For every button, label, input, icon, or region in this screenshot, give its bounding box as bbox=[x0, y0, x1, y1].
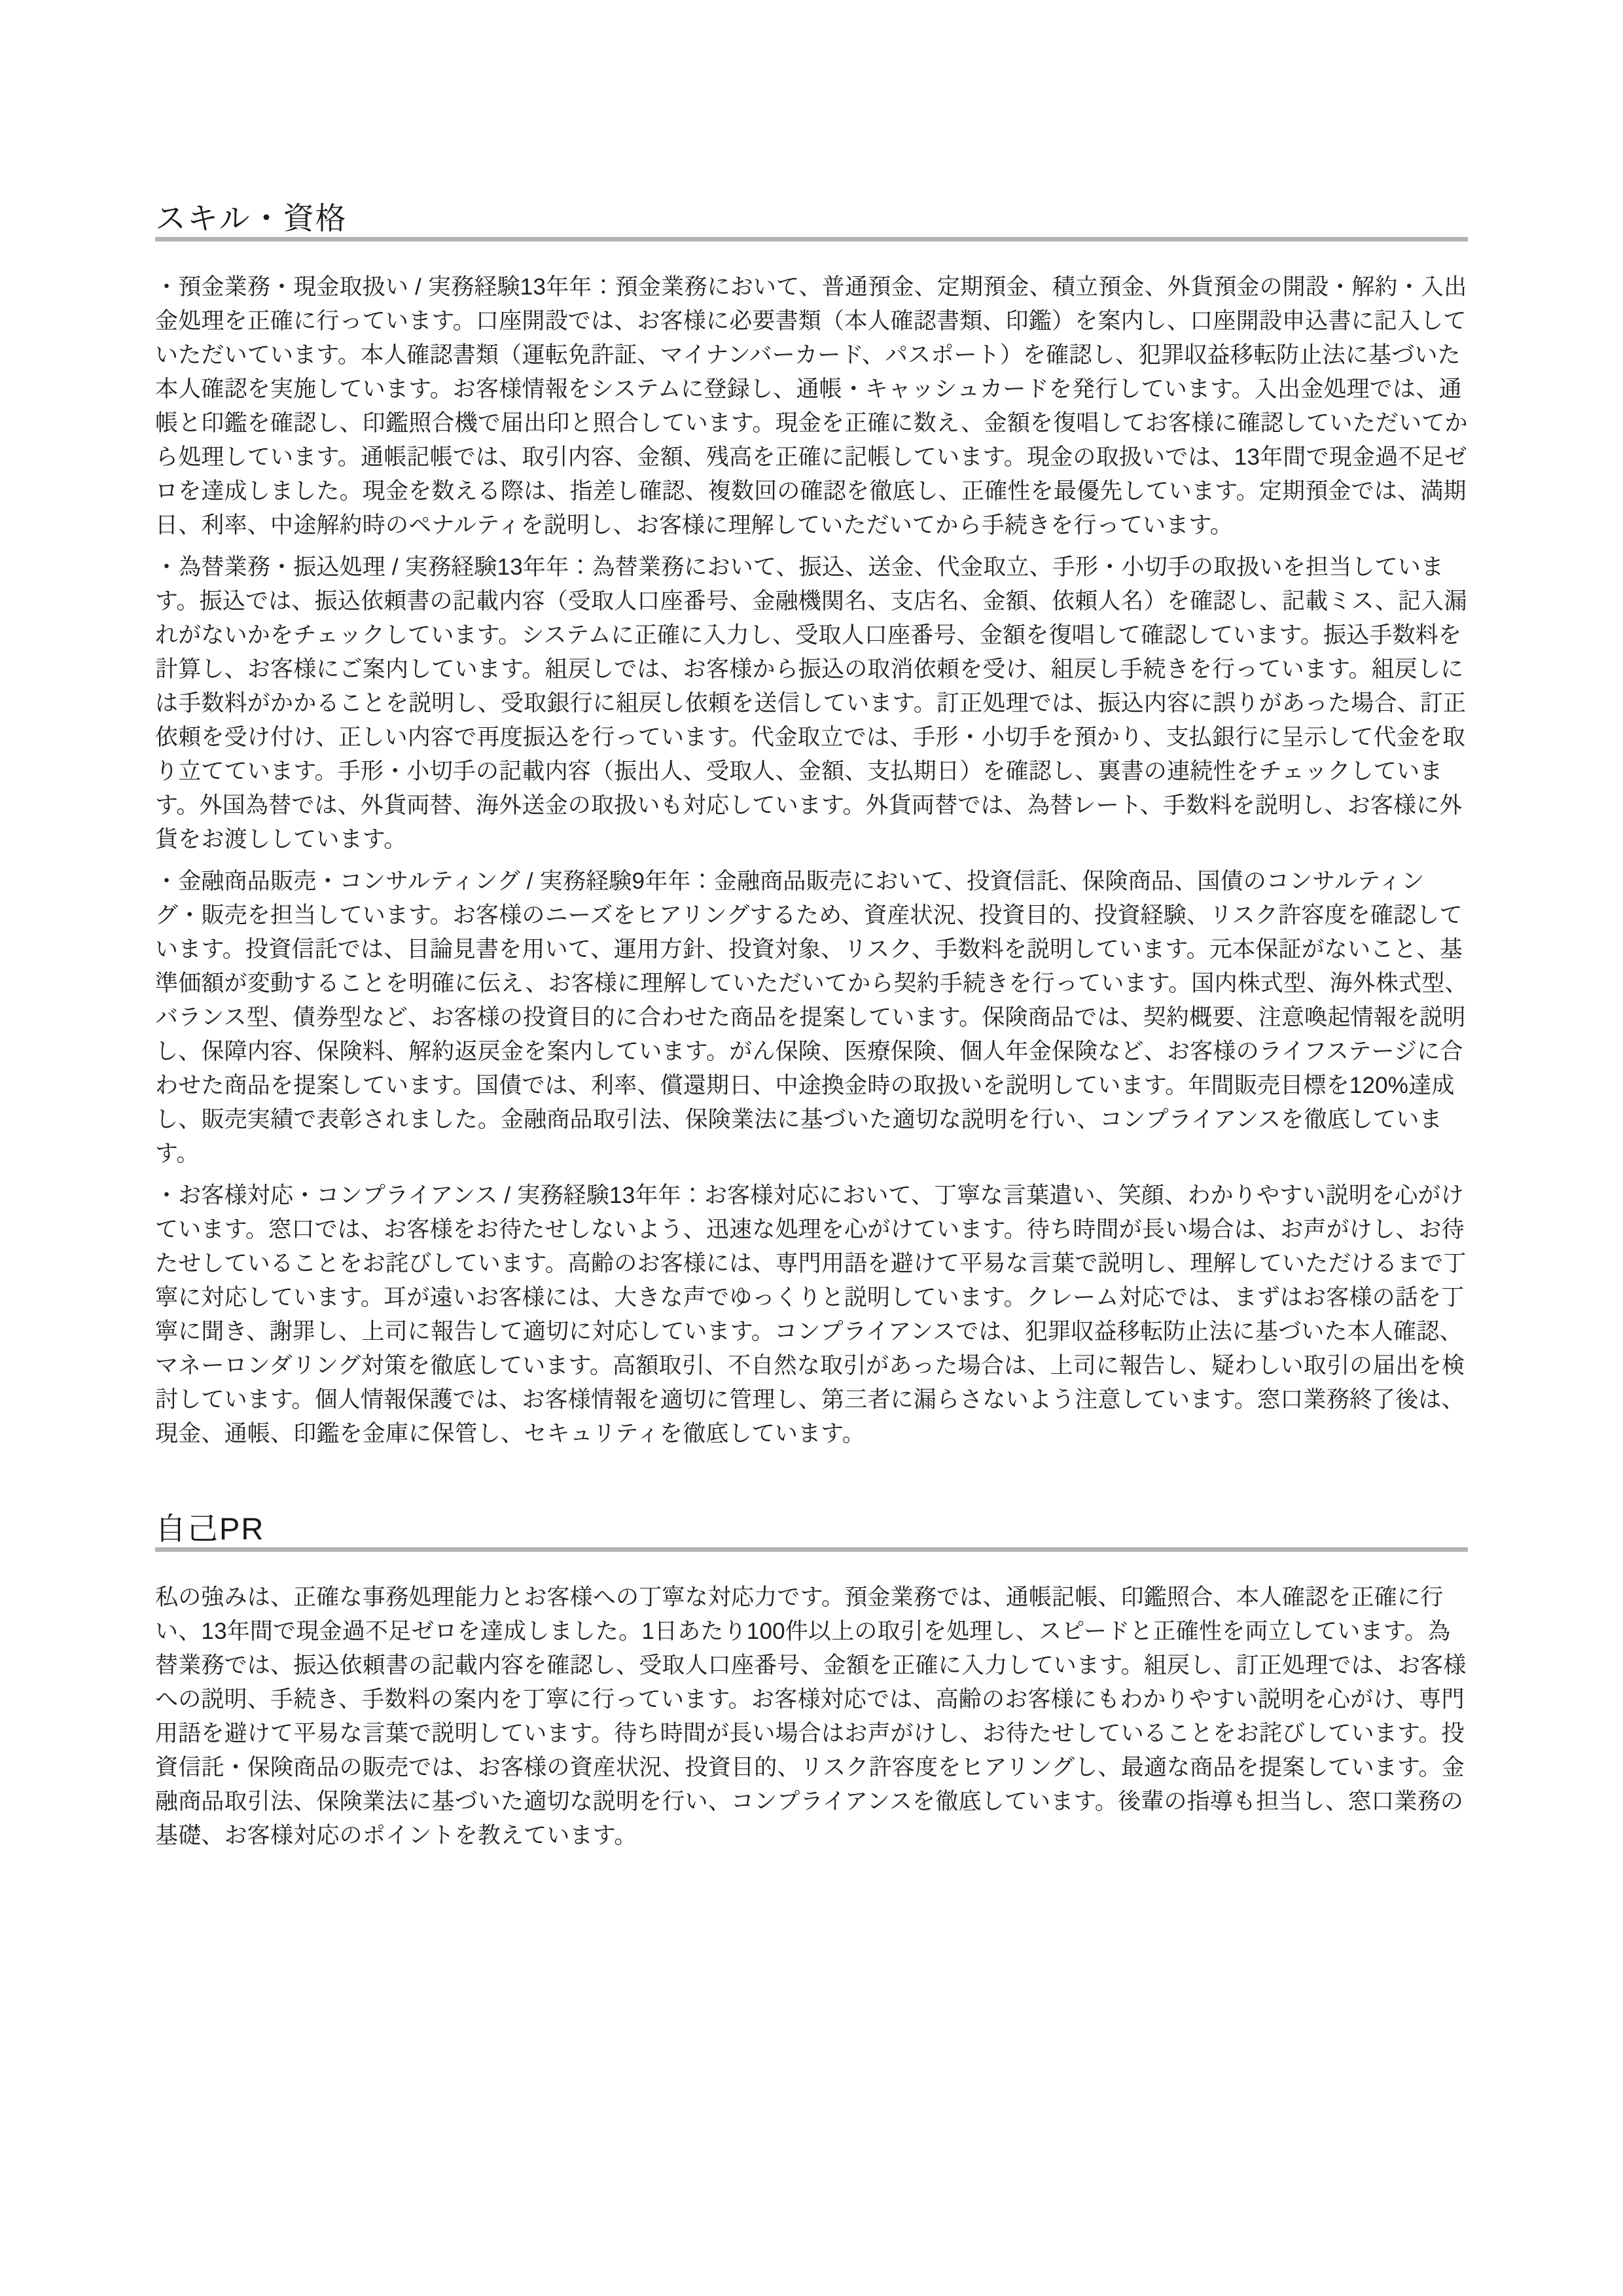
section-self-pr bbox=[155, 1511, 1468, 1853]
text-line: ・お客様対応・コンプライアンス / 実務経験13年年：お客様対応において、丁寧な言葉遣い、笑顔、わかりやすい説明を心がけ bbox=[155, 1183, 1464, 1208]
text-line: いただいています。本人確認書類（運転免許証、マイナンバーカード、パスポート）を確認し、犯罪収益移転防止法に基づいた bbox=[155, 342, 1461, 368]
text-line: ・金融商品販売・コンサルティング / 実務経験9年年：金融商品販売において、投資信託、保険商品、国債のコンサルティン bbox=[155, 869, 1425, 894]
text-line: バランス型、債券型など、お客様の投資目的に合わせた商品を提案しています。保険商品では、契約概要、注意喚起情報を説明 bbox=[155, 1005, 1466, 1030]
text-line: 寧に聞き、謝罪し、上司に報告して適切に対応しています。コンプライアンスでは、犯罪収益移転防止法に基づいた本人確認、 bbox=[155, 1319, 1463, 1344]
text-line: たせしていることをお詫びしています。高齢のお客様には、専門用語を避けて平易な言葉で説明し、理解していただけるまで丁 bbox=[155, 1251, 1467, 1276]
text-line: す。 bbox=[155, 1141, 200, 1166]
text-line: グ・販売を担当しています。お客様のニーズをヒアリングするため、資産状況、投資目的、投資経験、リスク許容度を確認して bbox=[155, 903, 1463, 928]
text-line: す。振込では、振込依頼書の記載内容（受取人口座番号、金融機関名、支店名、金額、依頼人名）を確認し、記載ミス、記入漏 bbox=[155, 588, 1467, 614]
text-line: す。外国為替では、外貨両替、海外送金の取扱いも対応しています。外貨両替では、為替レート、手数料を説明し、お客様に外 bbox=[155, 793, 1463, 818]
text-line: 帳と印鑑を確認し、印鑑照合機で届出印と照合しています。現金を正確に数え、金額を復唱してお客様に確認していただいてか bbox=[155, 410, 1468, 436]
self-pr-section-divider bbox=[155, 1547, 1468, 1552]
text-line: り立てています。手形・小切手の記載内容（振出人、受取人、金額、支払期日）を確認し、裏書の連続性をチェックしていま bbox=[155, 759, 1443, 784]
text-line: 用語を避けて平易な言葉で説明しています。待ち時間が長い場合はお声がけし、お待たせしていることをお詫びしています。投 bbox=[155, 1721, 1465, 1746]
text-line: 討しています。個人情報保護では、お客様情報を適切に管理し、第三者に漏らさないよう注意しています。窓口業務終了後は、 bbox=[155, 1387, 1465, 1412]
text-line: 準価額が変動することを明確に伝え、お客様に理解していただいてから契約手続きを行っています。国内株式型、海外株式型、 bbox=[155, 971, 1468, 996]
paragraph bbox=[155, 270, 1468, 543]
text-line: 資信託・保険商品の販売では、お客様の資産状況、投資目的、リスク許容度をヒアリングし、最適な商品を提案しています。金 bbox=[155, 1755, 1465, 1780]
paragraph bbox=[155, 1581, 1468, 1853]
text-line: し、販売実績で表彰されました。金融商品取引法、保険業法に基づいた適切な説明を行い、コンプライアンスを徹底していま bbox=[155, 1107, 1442, 1132]
text-line: い、13年間で現金過不足ゼロを達成しました。1日あたり100件以上の取引を処理し、スピードと正確性を両立しています。為 bbox=[155, 1619, 1451, 1644]
text-line: マネーロンダリング対策を徹底しています。高額取引、不自然な取引があった場合は、上司に報告し、疑わしい取引の届出を検 bbox=[155, 1353, 1465, 1378]
text-line: 私の強みは、正確な事務処理能力とお客様への丁寧な対応力です。預金業務では、通帳記帳、印鑑照合、本人確認を正確に行 bbox=[155, 1585, 1444, 1610]
text-line: は手数料がかかることを説明し、受取銀行に組戻し依頼を送信しています。訂正処理では、振込内容に誤りがあった場合、訂正 bbox=[155, 691, 1467, 716]
text-line: 替業務では、振込依頼書の記載内容を確認し、受取人口座番号、金額を正確に入力しています。組戻し、訂正処理では、お客様 bbox=[155, 1653, 1467, 1678]
paragraph bbox=[155, 1179, 1468, 1451]
text-line: 寧に対応しています。耳が遠いお客様には、大きな声でゆっくりと説明しています。クレーム対応では、まずはお客様の話を丁 bbox=[155, 1285, 1465, 1310]
text-line: 計算し、お客様にご案内しています。組戻しでは、お客様から振込の取消依頼を受け、組戻し手続きを行っています。組戻しに bbox=[155, 656, 1464, 682]
section-skills-qualifications bbox=[155, 201, 1468, 1451]
skills-section-body bbox=[155, 270, 1468, 1451]
text-line: れがないかをチェックしています。システムに正確に入力し、受取人口座番号、金額を復唱して確認しています。振込手数料を bbox=[155, 622, 1462, 648]
skills-section-heading: スキル・資格 bbox=[155, 201, 348, 236]
text-line: への説明、手続き、手数料の案内を丁寧に行っています。お客様対応では、高齢のお客様にもわかりやすい説明を心がけ、専門 bbox=[155, 1687, 1465, 1712]
paragraph bbox=[155, 550, 1468, 857]
text-line: 本人確認を実施しています。お客様情報をシステムに登録し、通帳・キャッシュカードを発行しています。入出金処理では、通 bbox=[155, 376, 1462, 402]
text-line: 依頼を受け付け、正しい内容で再度振込を行っています。代金取立では、手形・小切手を預かり、支払銀行に呈示して代金を取 bbox=[155, 725, 1466, 750]
text-line: います。投資信託では、目論見書を用いて、運用方針、投資対象、リスク、手数料を説明しています。元本保証がないこと、基 bbox=[155, 937, 1463, 962]
text-line: 現金、通帳、印鑑を金庫に保管し、セキュリティを徹底しています。 bbox=[155, 1421, 865, 1446]
text-line: 融商品取引法、保険業法に基づいた適切な説明を行い、コンプライアンスを徹底しています。後輩の指導も担当し、窓口業務の bbox=[155, 1789, 1464, 1814]
text-line: わせた商品を提案しています。国債では、利率、償還期日、中途換金時の取扱いを説明しています。年間販売目標を120%達成 bbox=[155, 1073, 1455, 1098]
skills-section-divider bbox=[155, 237, 1468, 242]
paragraph bbox=[155, 865, 1468, 1171]
text-line: 金処理を正確に行っています。口座開設では、お客様に必要書類（本人確認書類、印鑑）を案内し、口座開設申込書に記入して bbox=[155, 308, 1467, 334]
text-line: し、保障内容、保険料、解約返戻金を案内しています。がん保険、医療保険、個人年金保険など、お客様のライフステージに合 bbox=[155, 1039, 1463, 1064]
self-pr-section-body bbox=[155, 1581, 1468, 1853]
text-line: ・預金業務・現金取扱い / 実務経験13年年：預金業務において、普通預金、定期預金、積立預金、外貨預金の開設・解約・入出 bbox=[155, 274, 1467, 300]
text-line: 貨をお渡ししています。 bbox=[155, 827, 407, 852]
text-line: ・為替業務・振込処理 / 実務経験13年年：為替業務において、振込、送金、代金取立、手形・小切手の取扱いを担当していま bbox=[155, 554, 1444, 580]
text-line: ロを達成しました。現金を数える際は、指差し確認、複数回の確認を徹底し、正確性を最優先しています。定期預金では、満期 bbox=[155, 478, 1467, 504]
text-line: 日、利率、中途解約時のペナルティを説明し、お客様に理解していただいてから手続きを行っています。 bbox=[155, 512, 1234, 538]
text-line: 基礎、お客様対応のポイントを教えています。 bbox=[155, 1823, 637, 1848]
text-line: ら処理しています。通帳記帳では、取引内容、金額、残高を正確に記帳しています。現金の取扱いでは、13年間で現金過不足ゼ bbox=[155, 444, 1467, 470]
text-line: ています。窓口では、お客様をお待たせしないよう、迅速な処理を心がけています。待ち時間が長い場合は、お声がけし、お待 bbox=[155, 1217, 1465, 1242]
self-pr-section-heading: 自己PR bbox=[155, 1511, 265, 1546]
